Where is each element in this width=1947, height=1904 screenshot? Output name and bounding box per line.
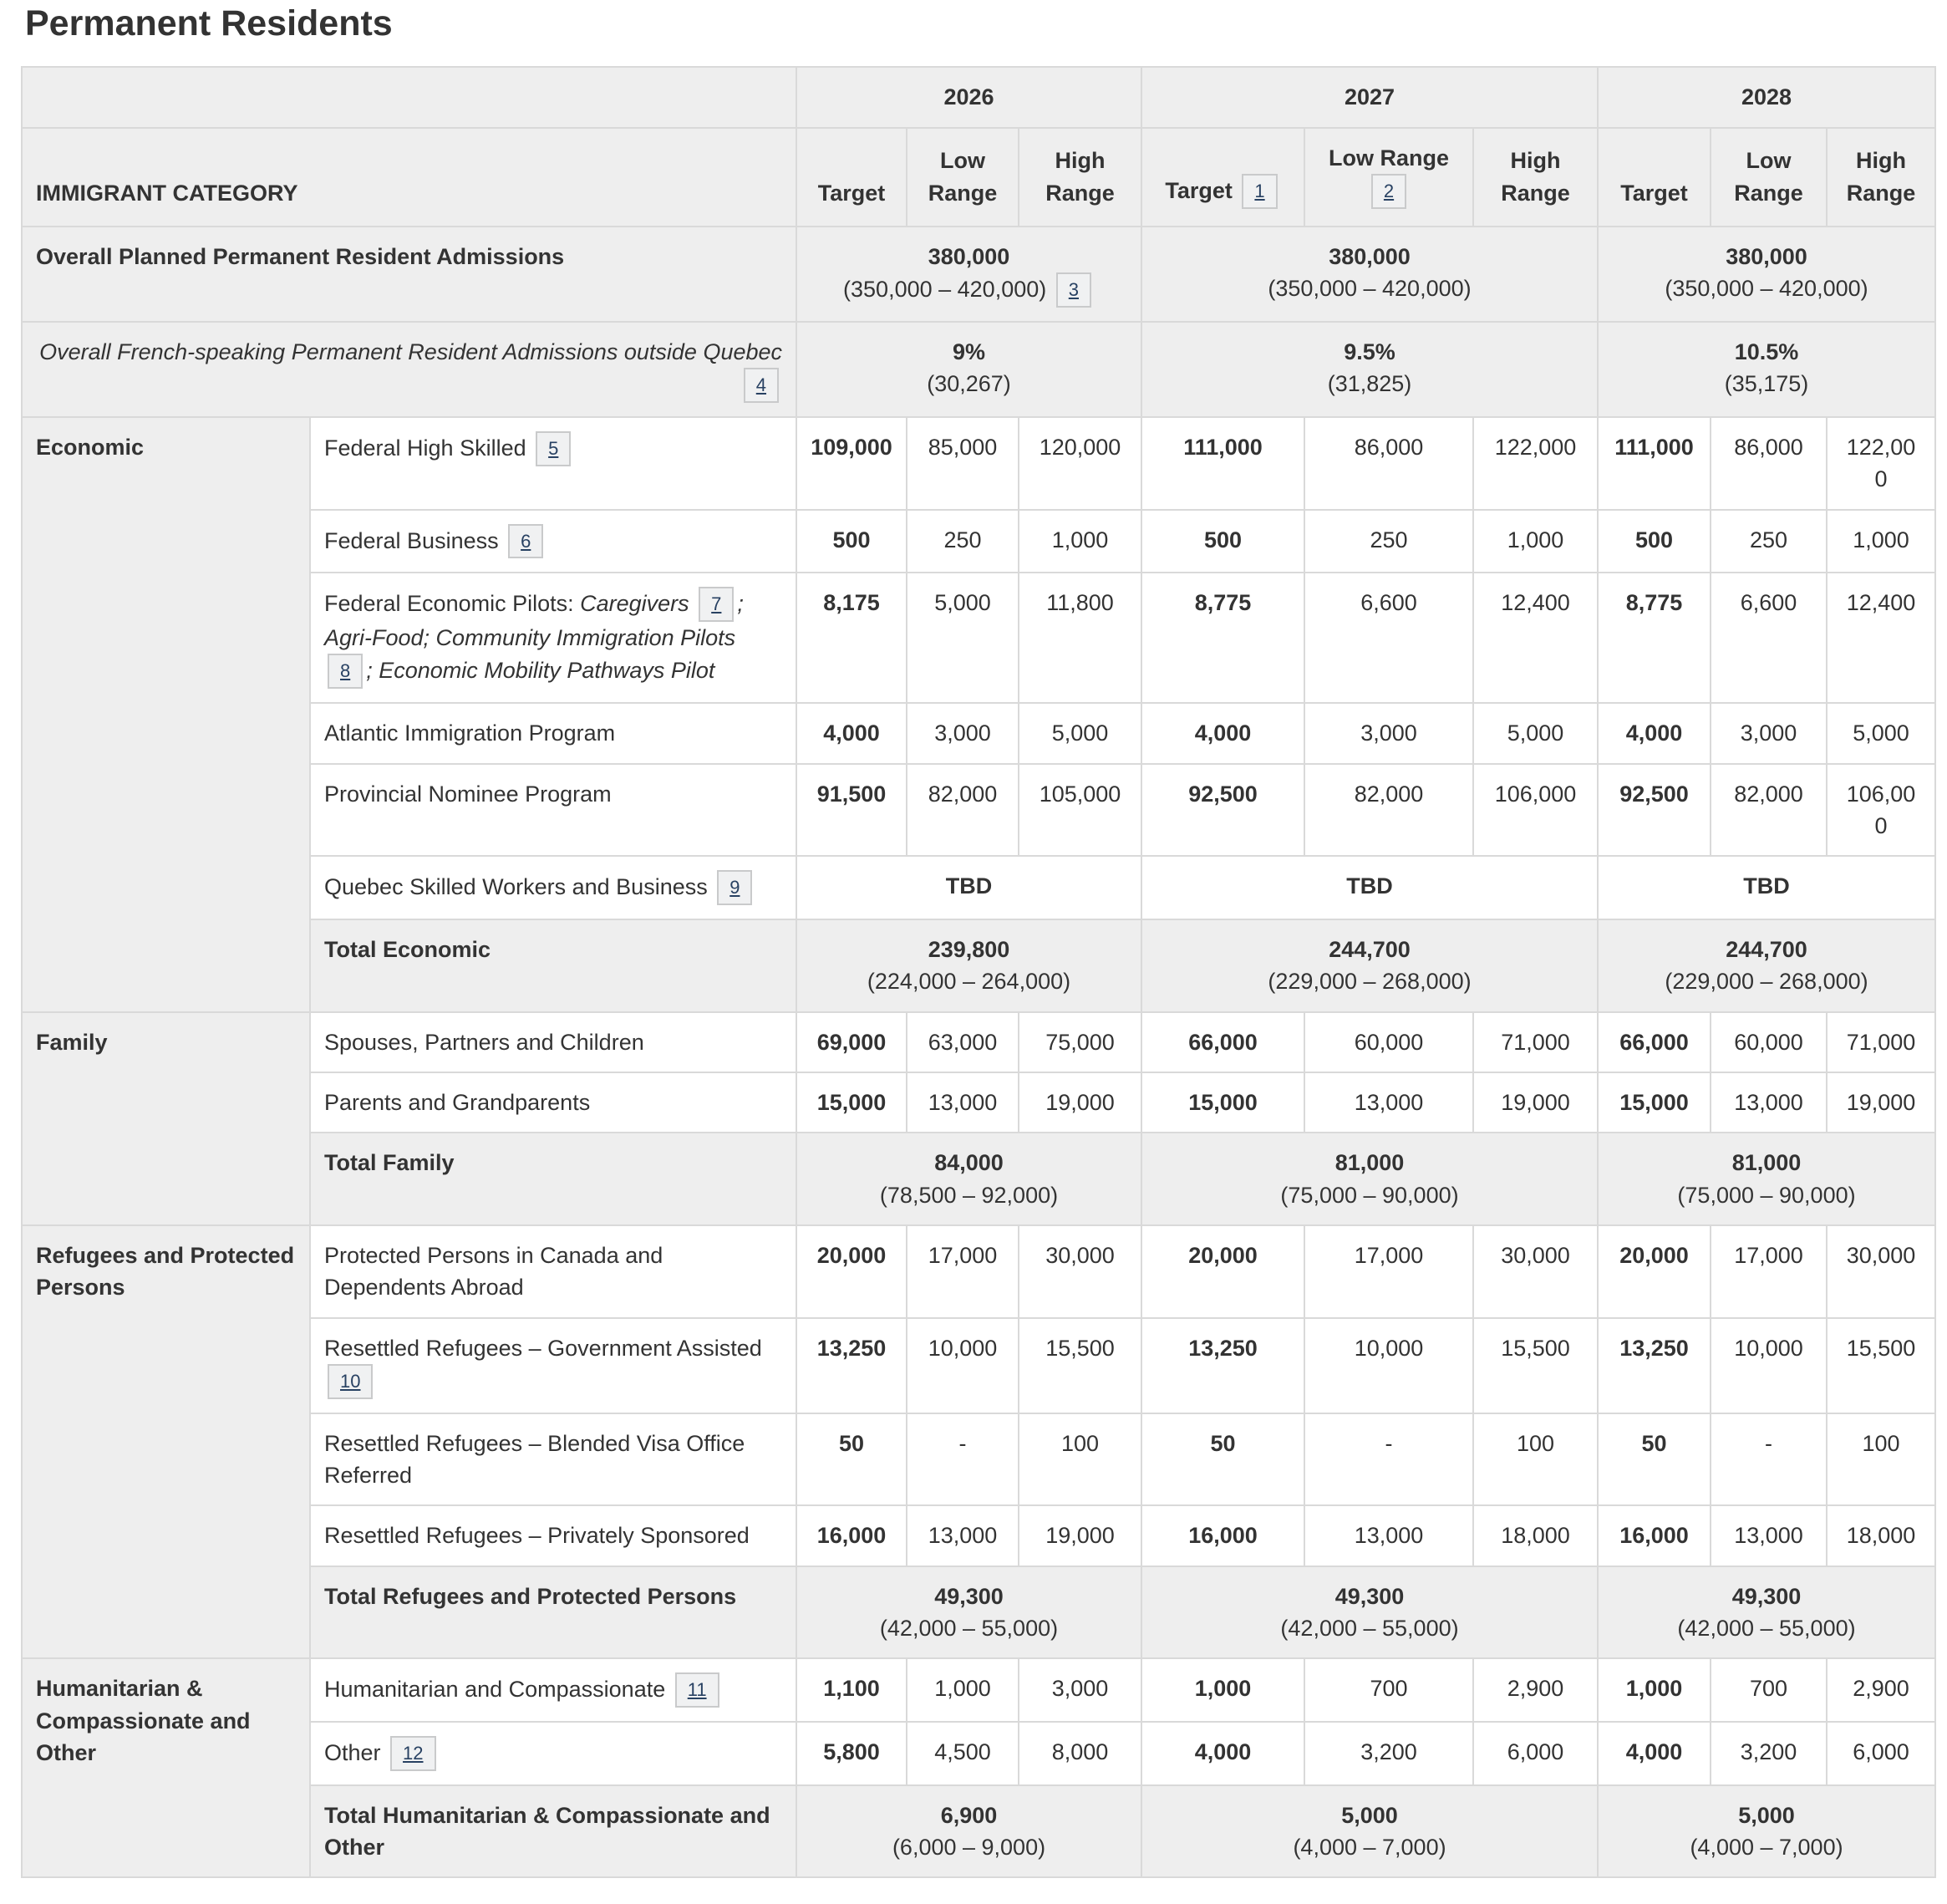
total-2028	[1598, 1566, 1935, 1659]
french-speaking-label	[22, 322, 796, 417]
header-label: Low Range	[1329, 145, 1450, 171]
high-range-value: 100	[1827, 1413, 1935, 1506]
low-range-value: 63,000	[907, 1012, 1019, 1072]
target-value: 15,000	[796, 1072, 907, 1133]
high-range-value: 5,000	[1827, 703, 1935, 763]
target-value: 4,000	[796, 703, 907, 763]
low-range-value: 3,200	[1711, 1722, 1827, 1785]
target-value: 111,000	[1141, 417, 1304, 510]
row-label	[310, 417, 796, 510]
target-value: 15,000	[1141, 1072, 1304, 1133]
target-value: 4,000	[1598, 1722, 1711, 1785]
target-value: 1,000	[1598, 1658, 1711, 1722]
low-range-value: 6,600	[1711, 573, 1827, 703]
high-range-value: 15,500	[1473, 1318, 1598, 1413]
high-range-value: 106,000	[1827, 764, 1935, 857]
page-title: Permanent Residents	[25, 3, 393, 43]
overall-admissions-2027	[1141, 227, 1598, 322]
low-range-value: 13,000	[1711, 1072, 1827, 1133]
label-text: Protected Persons in Canada and Dependents Abroad	[324, 1242, 663, 1301]
group-name-cell: Humanitarian & Compassionate and Other	[22, 1658, 310, 1877]
tbd-value-2027: TBD	[1141, 856, 1598, 919]
footnote-number: 1	[1254, 181, 1265, 202]
row-label	[310, 1505, 796, 1565]
low-range-value: 3,000	[1304, 703, 1473, 763]
summary-main-value: 380,000	[1329, 243, 1411, 269]
total-2026	[796, 1566, 1141, 1659]
summary-main-value: 5,000	[1341, 1802, 1398, 1828]
header-label: Target	[817, 180, 886, 206]
low-range-value: 13,000	[907, 1505, 1019, 1565]
total-label: Total Economic	[310, 919, 796, 1012]
footnote-number: 10	[340, 1370, 361, 1392]
summary-main-value: 10.5%	[1734, 339, 1799, 364]
row-label	[310, 1072, 796, 1133]
low-range-value: 700	[1304, 1658, 1473, 1722]
target-value: 50	[1598, 1413, 1711, 1506]
high-range-value: 18,000	[1827, 1505, 1935, 1565]
target-value: 92,500	[1141, 764, 1304, 857]
low-range-value: 250	[907, 510, 1019, 573]
target-value: 500	[1598, 510, 1711, 573]
row-label	[310, 1658, 796, 1722]
total-2028	[1598, 919, 1935, 1012]
high-range-value: 30,000	[1473, 1225, 1598, 1318]
overall-admissions-row	[22, 227, 1935, 322]
target-value: 91,500	[796, 764, 907, 857]
target-value: 8,775	[1141, 573, 1304, 703]
low-range-value: 13,000	[1304, 1505, 1473, 1565]
target-value: 500	[796, 510, 907, 573]
summary-main-value: 49,300	[934, 1583, 1004, 1609]
footnote-link-1[interactable]	[1242, 174, 1277, 209]
target-value: 13,250	[796, 1318, 907, 1413]
low-range-value: 10,000	[1711, 1318, 1827, 1413]
target-value: 4,000	[1598, 703, 1711, 763]
summary-main-value: 380,000	[1726, 243, 1807, 269]
header-label: Target	[1165, 178, 1233, 204]
target-value: 4,000	[1141, 703, 1304, 763]
summary-main-value: 244,700	[1329, 936, 1411, 962]
summary-main-value: 239,800	[928, 936, 1010, 962]
target-value: 15,000	[1598, 1072, 1711, 1133]
row-label	[310, 1413, 796, 1506]
total-2026	[796, 1133, 1141, 1225]
year-header-2027: 2027	[1141, 67, 1598, 127]
low-range-value: -	[1711, 1413, 1827, 1506]
category-row	[22, 1658, 1935, 1722]
low-range-value: 82,000	[1711, 764, 1827, 857]
low-range-header-2027	[1304, 128, 1473, 227]
summary-range-value: (6,000 – 9,000)	[892, 1835, 1046, 1861]
row-label	[310, 1318, 796, 1413]
summary-range-value: (42,000 – 55,000)	[1280, 1615, 1459, 1641]
low-range-value: 13,000	[907, 1072, 1019, 1133]
total-label: Total Humanitarian & Compassionate and Other	[310, 1785, 796, 1878]
summary-main-value: 6,900	[940, 1802, 998, 1828]
low-range-value: 17,000	[1304, 1225, 1473, 1318]
low-range-value: 60,000	[1304, 1012, 1473, 1072]
footnote-number: 2	[1383, 181, 1395, 202]
target-value: 1,100	[796, 1658, 907, 1722]
summary-range-value: (4,000 – 7,000)	[1293, 1835, 1446, 1861]
row-label	[310, 764, 796, 857]
summary-main-value: 49,300	[1731, 1583, 1802, 1609]
target-value: 50	[1141, 1413, 1304, 1506]
high-range-value: 71,000	[1473, 1012, 1598, 1072]
overall-admissions-2028	[1598, 227, 1935, 322]
french-speaking-2028	[1598, 322, 1935, 417]
high-range-value: 12,400	[1827, 573, 1935, 703]
high-range-value: 30,000	[1019, 1225, 1141, 1318]
group-name-cell: Family	[22, 1012, 310, 1225]
footnote-number: 5	[548, 438, 559, 459]
high-range-value: 100	[1473, 1413, 1598, 1506]
target-value: 50	[796, 1413, 907, 1506]
summary-range-value: (31,825)	[1327, 371, 1412, 397]
row-label	[310, 1225, 796, 1318]
permanent-residents-table	[21, 66, 1936, 1878]
footnote-link-7[interactable]	[699, 587, 734, 622]
high-range-value: 122,000	[1827, 417, 1935, 510]
high-range-value: 106,000	[1473, 764, 1598, 857]
total-2028	[1598, 1785, 1935, 1878]
header-label: High Range	[1045, 148, 1115, 206]
summary-range-value: (350,000 – 420,000) 3	[811, 272, 1127, 308]
low-range-value: 1,000	[907, 1658, 1019, 1722]
low-range-header-2026	[907, 128, 1019, 227]
year-header-2028: 2028	[1598, 67, 1935, 127]
label-text: Resettled Refugees – Blended Visa Office Referred	[324, 1430, 745, 1488]
label-text: Parents and Grandparents	[324, 1089, 591, 1115]
high-range-value: 71,000	[1827, 1012, 1935, 1072]
label-text: Other	[324, 1740, 388, 1766]
table-head	[22, 67, 1935, 226]
summary-range-value: (350,000 – 420,000)	[1665, 276, 1868, 302]
target-value: 20,000	[1598, 1225, 1711, 1318]
footnote-link-11[interactable]	[675, 1672, 719, 1708]
high-range-value: 15,500	[1827, 1318, 1935, 1413]
tbd-value-2028: TBD	[1598, 856, 1935, 919]
high-range-header-2028	[1827, 128, 1935, 227]
high-range-value: 1,000	[1473, 510, 1598, 573]
target-value: 8,175	[796, 573, 907, 703]
footnote-number: 6	[521, 530, 531, 552]
high-range-value: 2,900	[1827, 1658, 1935, 1722]
low-range-value: 250	[1711, 510, 1827, 573]
label-text: Overall French-speaking Permanent Resident Admissions outside Quebec	[39, 339, 783, 364]
row-label	[310, 1012, 796, 1072]
footnote-link-10[interactable]	[328, 1364, 373, 1399]
summary-range-value: (224,000 – 264,000)	[867, 969, 1071, 995]
total-2026	[796, 1785, 1141, 1878]
header-label: High Range	[1846, 148, 1916, 206]
high-range-value: 19,000	[1019, 1505, 1141, 1565]
high-range-value: 18,000	[1473, 1505, 1598, 1565]
low-range-value: 13,000	[1304, 1072, 1473, 1133]
summary-range-value: (42,000 – 55,000)	[1677, 1615, 1856, 1641]
group-name-cell: Refugees and Protected Persons	[22, 1225, 310, 1658]
low-range-value: 250	[1304, 510, 1473, 573]
label-text: Federal Business	[324, 527, 506, 553]
label-text: Resettled Refugees – Privately Sponsored	[324, 1523, 750, 1549]
label-text: Federal High Skilled	[324, 435, 533, 461]
target-value: 109,000	[796, 417, 907, 510]
summary-main-value: 9%	[953, 339, 986, 364]
header-label: Target	[1620, 180, 1688, 206]
footnote-link-9[interactable]	[717, 870, 752, 905]
group-name-cell: Economic	[22, 417, 310, 1012]
overall-admissions-label: Overall Planned Permanent Resident Admissions	[22, 227, 796, 322]
low-range-value: -	[907, 1413, 1019, 1506]
low-range-value: 86,000	[1711, 417, 1827, 510]
label-text: Resettled Refugees – Government Assisted	[324, 1335, 762, 1361]
summary-range-value: (42,000 – 55,000)	[879, 1615, 1059, 1641]
target-value: 8,775	[1598, 573, 1711, 703]
summary-main-value: 81,000	[1334, 1150, 1405, 1176]
total-2028	[1598, 1133, 1935, 1225]
target-value: 4,000	[1141, 1722, 1304, 1785]
footnote-link-3[interactable]	[1056, 272, 1091, 308]
footnote-link-8[interactable]	[328, 654, 363, 689]
summary-range-value: (35,175)	[1724, 371, 1809, 397]
high-range-value: 100	[1019, 1413, 1141, 1506]
low-range-value: 60,000	[1711, 1012, 1827, 1072]
target-value: 16,000	[796, 1505, 907, 1565]
year-header-2026: 2026	[796, 67, 1141, 127]
summary-main-value: 81,000	[1731, 1150, 1802, 1176]
low-range-value: 82,000	[1304, 764, 1473, 857]
target-value: 66,000	[1598, 1012, 1711, 1072]
footnote-number: 4	[755, 374, 767, 396]
target-value: 20,000	[796, 1225, 907, 1318]
footnote-link-4[interactable]	[744, 368, 779, 403]
low-range-value: 82,000	[907, 764, 1019, 857]
row-label	[310, 1722, 796, 1785]
low-range-value: 6,600	[1304, 573, 1473, 703]
low-range-value: 5,000	[907, 573, 1019, 703]
label-text: Quebec Skilled Workers and Business	[324, 874, 714, 900]
french-speaking-row	[22, 322, 1935, 417]
label-text: Humanitarian and Compassionate	[324, 1677, 672, 1703]
footnote-number: 11	[687, 1679, 707, 1701]
high-range-value: 12,400	[1473, 573, 1598, 703]
summary-range-value: (229,000 – 268,000)	[1268, 969, 1472, 995]
target-value: 20,000	[1141, 1225, 1304, 1318]
low-range-value: 86,000	[1304, 417, 1473, 510]
target-value: 66,000	[1141, 1012, 1304, 1072]
footnote-link-5[interactable]	[536, 431, 571, 466]
low-range-header-2028	[1711, 128, 1827, 227]
high-range-value: 5,000	[1019, 703, 1141, 763]
low-range-value: 700	[1711, 1658, 1827, 1722]
summary-range-value: (78,500 – 92,000)	[879, 1182, 1059, 1208]
label-text: Caregivers	[580, 591, 696, 617]
high-range-header-2026	[1019, 128, 1141, 227]
target-value: 13,250	[1141, 1318, 1304, 1413]
summary-main-value: 84,000	[934, 1150, 1004, 1176]
high-range-value: 2,900	[1473, 1658, 1598, 1722]
total-label: Total Refugees and Protected Persons	[310, 1566, 796, 1659]
high-range-value: 6,000	[1473, 1722, 1598, 1785]
total-2027	[1141, 919, 1598, 1012]
high-range-value: 5,000	[1473, 703, 1598, 763]
high-range-value: 122,000	[1473, 417, 1598, 510]
footnote-number: 12	[403, 1743, 424, 1764]
label-text: ; Economic Mobility Pathways Pilot	[366, 658, 715, 684]
summary-range-value: (75,000 – 90,000)	[1280, 1182, 1459, 1208]
low-range-value: 17,000	[1711, 1225, 1827, 1318]
footnote-link-6[interactable]	[508, 524, 543, 559]
row-label	[310, 856, 796, 919]
high-range-value: 19,000	[1827, 1072, 1935, 1133]
summary-main-value: 380,000	[928, 243, 1010, 269]
high-range-value: 6,000	[1827, 1722, 1935, 1785]
french-speaking-2026	[796, 322, 1141, 417]
table-body	[22, 227, 1935, 1878]
target-header-2028	[1598, 128, 1711, 227]
french-speaking-2027	[1141, 322, 1598, 417]
target-value: 500	[1141, 510, 1304, 573]
total-label: Total Family	[310, 1133, 796, 1225]
high-range-value: 75,000	[1019, 1012, 1141, 1072]
target-value: 111,000	[1598, 417, 1711, 510]
high-range-value: 1,000	[1019, 510, 1141, 573]
target-value: 5,800	[796, 1722, 907, 1785]
target-value: 16,000	[1598, 1505, 1711, 1565]
total-2027	[1141, 1785, 1598, 1878]
target-header-2026	[796, 128, 907, 227]
high-range-value: 3,000	[1019, 1658, 1141, 1722]
summary-range-value: (75,000 – 90,000)	[1677, 1182, 1856, 1208]
high-range-value: 19,000	[1019, 1072, 1141, 1133]
footnote-link-2[interactable]	[1371, 174, 1406, 209]
category-row	[22, 417, 1935, 510]
high-range-value: 8,000	[1019, 1722, 1141, 1785]
row-label	[310, 573, 796, 703]
low-range-value: 85,000	[907, 417, 1019, 510]
corner-cell	[22, 67, 796, 127]
target-value: 16,000	[1141, 1505, 1304, 1565]
footnote-link-12[interactable]	[390, 1736, 435, 1771]
column-header-row	[22, 128, 1935, 227]
summary-main-value: 5,000	[1738, 1802, 1795, 1828]
label-text: Spouses, Partners and Children	[324, 1029, 644, 1055]
summary-range-value: (229,000 – 268,000)	[1665, 969, 1868, 995]
high-range-value: 11,800	[1019, 573, 1141, 703]
low-range-value: 10,000	[1304, 1318, 1473, 1413]
summary-main-value: 49,300	[1334, 1583, 1405, 1609]
low-range-value: 17,000	[907, 1225, 1019, 1318]
low-range-value: 4,500	[907, 1722, 1019, 1785]
high-range-value: 120,000	[1019, 417, 1141, 510]
summary-range-value: (350,000 – 420,000)	[1268, 276, 1472, 302]
high-range-value: 15,500	[1019, 1318, 1141, 1413]
target-value: 69,000	[796, 1012, 907, 1072]
tbd-value-2026: TBD	[796, 856, 1141, 919]
header-label: Low Range	[1734, 148, 1803, 206]
label-text: Provincial Nominee Program	[324, 781, 612, 807]
label-text: Atlantic Immigration Program	[324, 720, 616, 746]
row-label	[310, 510, 796, 573]
low-range-value: 10,000	[907, 1318, 1019, 1413]
high-range-value: 1,000	[1827, 510, 1935, 573]
high-range-value: 105,000	[1019, 764, 1141, 857]
low-range-value: 3,000	[907, 703, 1019, 763]
low-range-value: 13,000	[1711, 1505, 1827, 1565]
target-value: 1,000	[1141, 1658, 1304, 1722]
high-range-value: 30,000	[1827, 1225, 1935, 1318]
overall-admissions-2026	[796, 227, 1141, 322]
high-range-header-2027	[1473, 128, 1598, 227]
target-value: 92,500	[1598, 764, 1711, 857]
category-row	[22, 1225, 1935, 1318]
summary-main-value: 9.5%	[1344, 339, 1395, 364]
target-header-2027	[1141, 128, 1304, 227]
immigrant-category-header: IMMIGRANT CATEGORY	[22, 128, 796, 227]
label-text: Federal Economic Pilots:	[324, 591, 581, 617]
summary-range-value: (30,267)	[927, 371, 1011, 397]
row-label	[310, 703, 796, 763]
summary-range-value: (4,000 – 7,000)	[1690, 1835, 1843, 1861]
header-label: High Range	[1501, 148, 1570, 206]
summary-main-value: 244,700	[1726, 936, 1807, 962]
year-header-row	[22, 67, 1935, 127]
target-value: 13,250	[1598, 1318, 1711, 1413]
total-2027	[1141, 1133, 1598, 1225]
total-2027	[1141, 1566, 1598, 1659]
footnote-number: 7	[711, 593, 722, 615]
label-text: ; Agri-Food; Community Immigration Pilots	[324, 591, 744, 651]
footnote-number: 3	[1068, 279, 1079, 301]
category-row	[22, 1012, 1935, 1072]
footnote-number: 8	[340, 660, 351, 682]
footnote-number: 9	[729, 877, 740, 899]
header-label: Low Range	[928, 148, 998, 206]
low-range-value: -	[1304, 1413, 1473, 1506]
total-2026	[796, 919, 1141, 1012]
high-range-value: 19,000	[1473, 1072, 1598, 1133]
low-range-value: 3,000	[1711, 703, 1827, 763]
low-range-value: 3,200	[1304, 1722, 1473, 1785]
